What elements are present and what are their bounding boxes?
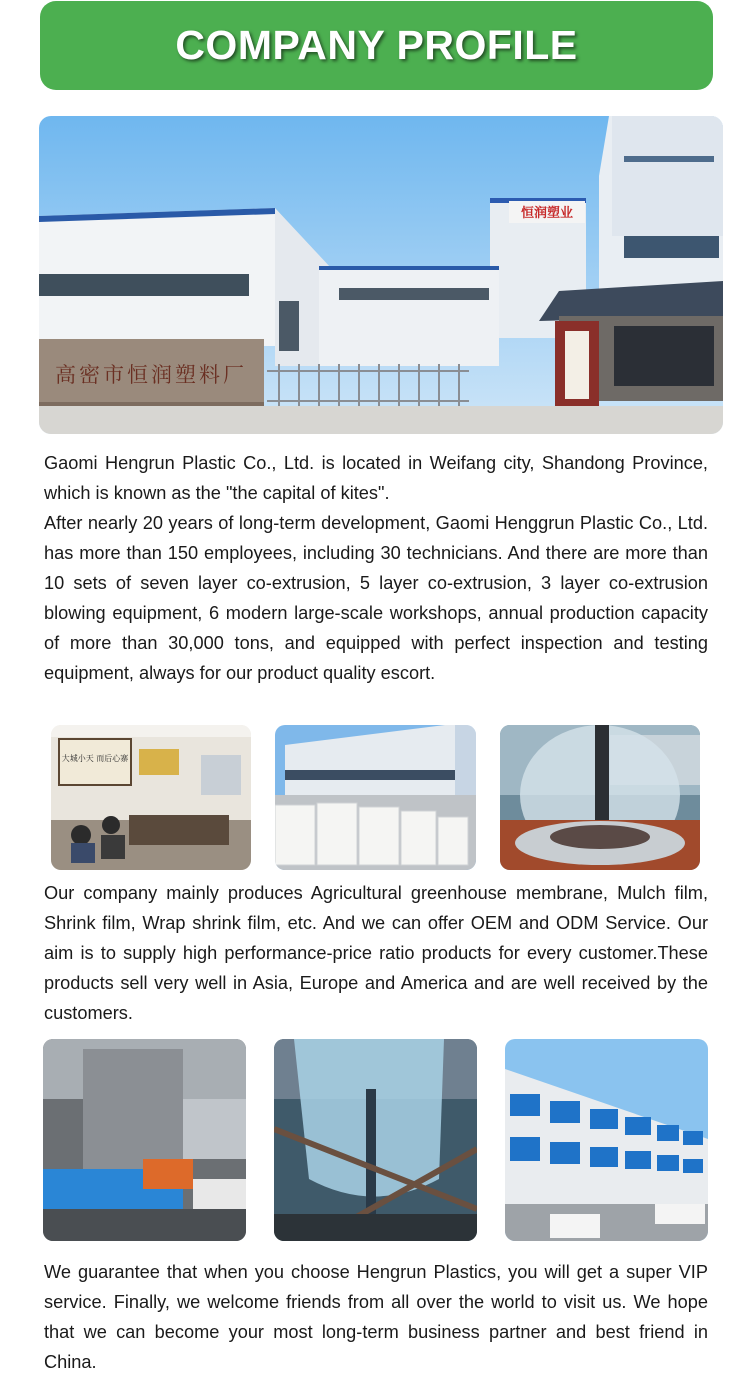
film-bubble-photo	[500, 725, 700, 870]
title-banner	[40, 1, 713, 90]
factory-exterior-photo	[39, 116, 723, 434]
closing-paragraph: We guarantee that when you choose Hengrun Plastics, you will get a super VIP service. Finally, we welcome friends from all over the world to visit us. We hope that we can become your most long-term business partner and best friend in China.	[44, 1262, 708, 1372]
intro-text	[44, 448, 708, 688]
intro-paragraph-2: After nearly 20 years of long-term development, Gaomi Henggrun Plastic Co., Ltd. has more than 150 employees, including 30 technicians. And there are more than 10 sets of seven layer co-extrusion, 5 layer co-extrusion, 3 layer co-extrusion blowing equipment, 6 modern large-scale workshops, annual production capacity of more than 30,000 tons, and equipped with perfect inspection and testing equipment, always for our product quality escort.	[44, 513, 708, 683]
factory-sign-text: 高密市恒润塑料厂	[55, 363, 247, 387]
closing-text	[44, 1257, 708, 1377]
office-photo	[51, 725, 251, 870]
intro-paragraph-1: Gaomi Hengrun Plastic Co., Ltd. is located in Weifang city, Shandong Province, which is known as the "the capital of kites".	[44, 453, 708, 503]
calligraphy-text: 大城小天 而后心寨	[61, 754, 129, 763]
page-title: COMPANY PROFILE	[175, 22, 578, 68]
office-building-photo	[505, 1039, 708, 1241]
film-tower-photo	[274, 1039, 477, 1241]
roof-sign-text: 恒润塑业	[520, 206, 574, 221]
production-line-photo	[43, 1039, 246, 1241]
products-paragraph: Our company mainly produces Agricultural greenhouse membrane, Mulch film, Shrink film, Wrap shrink film, etc. And we can offer OEM and ODM Service. Our aim is to supply high performance-price ratio products for every customer.These products sell very well in Asia, Europe and America and are well received by the customers.	[44, 883, 708, 1023]
warehouse-bags-photo	[275, 725, 476, 870]
products-text	[44, 878, 708, 1028]
